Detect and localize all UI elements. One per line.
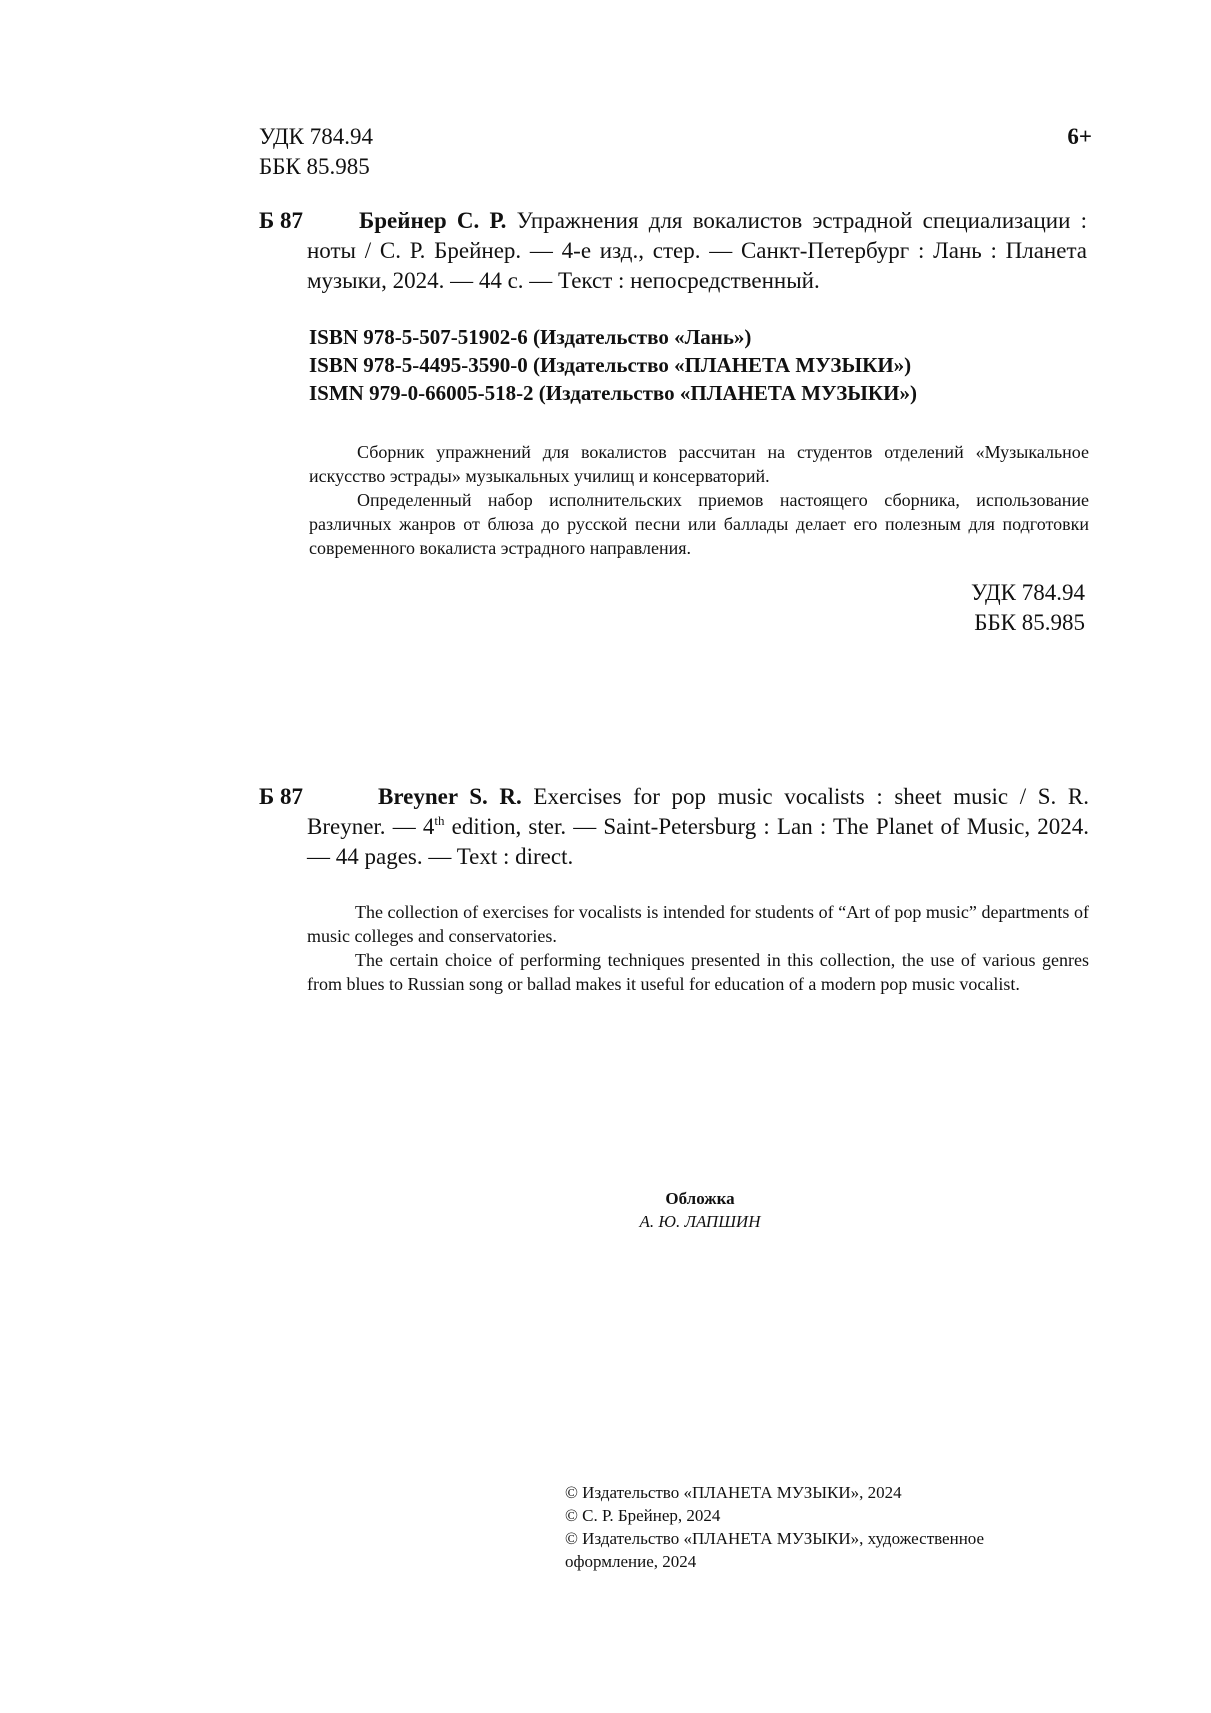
ru-annotation-paragraph-1: Сборник упражнений для вокалистов рассчитан на студентов отделений «Музыкальное искусство эстрады» музыкальных училищ и консерваторий. [309,442,1089,486]
en-entry-code: Б 87 [259,784,303,809]
en-entry-edition-suffix: th [434,813,445,828]
en-annotation-paragraph-2: The certain choice of performing techniques presented in this collection, the use of various genres from blues to Russian song or ballad makes it useful for education of a modern pop music vocalist. [307,950,1089,994]
ru-entry-author: Брейнер С. Р. [359,208,507,233]
ismn-planeta: ISMN 979-0-66005-518-2 (Издательство «ПЛАНЕТА МУЗЫКИ») [309,381,917,405]
copyright-line-3: © Издательство «ПЛАНЕТА МУЗЫКИ», художественное оформление, 2024 [565,1529,985,1571]
copyright-block [565,1481,1065,1573]
cover-label: Обложка [665,1189,735,1208]
copyright-line-1: © Издательство «ПЛАНЕТА МУЗЫКИ», 2024 [565,1483,902,1502]
ru-annotation [309,440,1089,560]
cover-credit [500,1187,900,1233]
en-annotation-paragraph-1: The collection of exercises for vocalists is intended for students of “Art of pop music” departments of music colleges and conservatories. [307,902,1089,946]
ru-bottom-udk: УДК 784.94 [971,580,1085,605]
ru-bottom-classification [880,578,1085,638]
ru-entry-code: Б 87 [259,208,303,233]
copyright-line-2: © С. Р. Брейнер, 2024 [565,1506,721,1525]
en-entry-text-1: Exercises for pop music vocalists : sheet music / S. R. Breyner. — 4 [307,784,1090,839]
en-entry-text-2: edition, ster. — Saint-Petersburg : Lan : The Planet of Music, 2024. — 44 pages. — Text : direct. [307,814,1089,869]
header-classification [259,122,659,182]
bbk-code: ББК 85.985 [259,154,370,179]
ru-entry-text: Упражнения для вокалистов эстрадной специализации : ноты / С. Р. Брейнер. — 4-е изд., стер. — Санкт-Петербург : Лань : Планета музыки, 2024. — 44 с. — Текст : непосредственный. [307,208,1088,293]
en-bibliographic-entry [307,782,1089,872]
isbn-planeta: ISBN 978-5-4495-3590-0 (Издательство «ПЛАНЕТА МУЗЫКИ») [309,353,912,377]
udk-code: УДК 784.94 [259,124,373,149]
en-annotation [307,900,1089,996]
ru-bibliographic-entry [307,206,1087,296]
en-entry-author: Breyner S. R. [378,784,522,809]
cover-designer: А. Ю. ЛАПШИН [639,1212,761,1231]
isbn-block [309,323,1089,407]
isbn-lan: ISBN 978-5-507-51902-6 (Издательство «Лань») [309,325,752,349]
age-rating: 6+ [1067,124,1092,149]
ru-annotation-paragraph-2: Определенный набор исполнительских приемов настоящего сборника, использование различных жанров от блюза до русской песни или баллады делает его полезным для подготовки современного вокалиста эстрадного направления. [309,490,1089,558]
ru-bottom-bbk: ББК 85.985 [974,610,1085,635]
